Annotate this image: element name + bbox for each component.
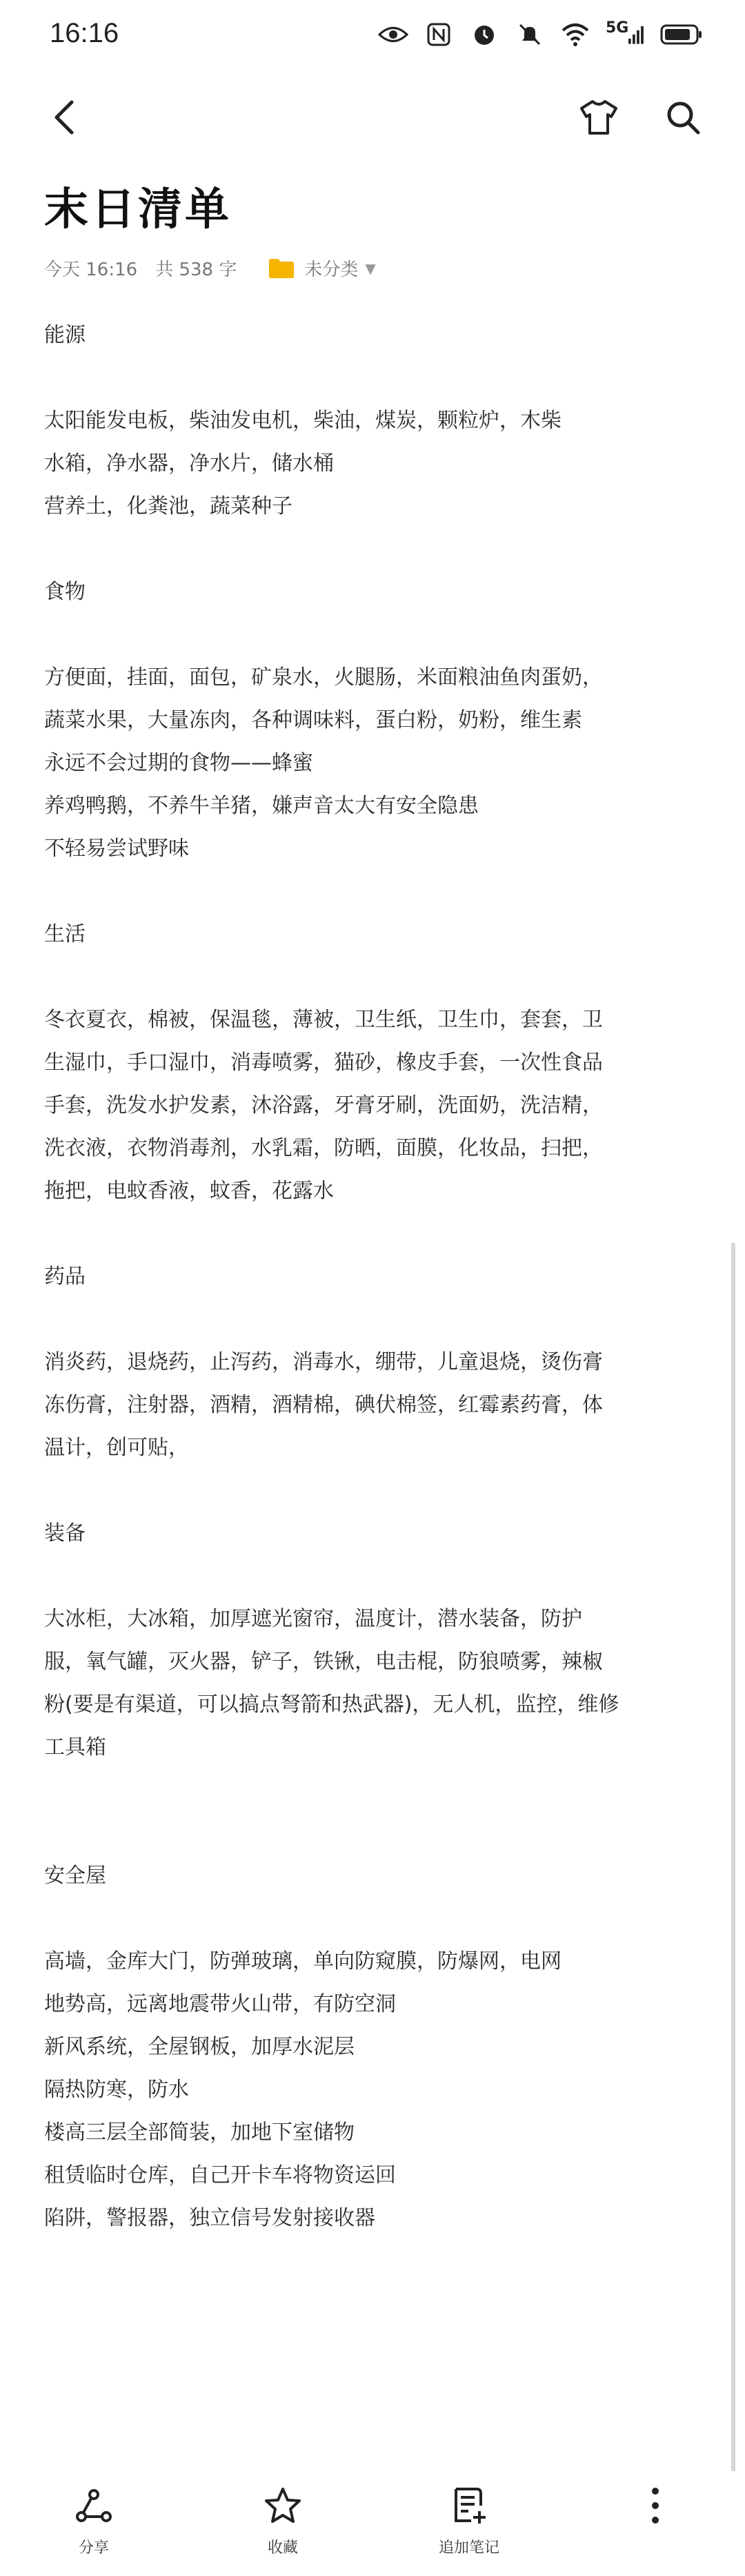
signal-icon	[606, 19, 644, 50]
section-line: 粉(要是有渠道，可以搞点弩箭和热武器)，无人机，监控，维修	[44, 1692, 619, 1717]
note-body[interactable]	[44, 314, 713, 2283]
theme-button[interactable]	[577, 95, 621, 139]
status-time: 16:16	[50, 18, 119, 48]
section-line: 营养土，化粪池，蔬菜种子	[44, 494, 292, 518]
section-line: 新风系统，全屋钢板，加厚水泥层	[44, 2035, 355, 2059]
folder-label: 未分类	[304, 260, 359, 280]
section-line: 冬衣夏衣，棉被，保温毯，薄被，卫生纸，卫生巾，套套，卫	[44, 1008, 603, 1032]
mute-icon	[515, 19, 545, 50]
section-line: 工具箱	[44, 1735, 106, 1759]
favorite-label: 收藏	[267, 2539, 298, 2557]
scrollbar[interactable]	[731, 1242, 735, 2485]
section-heading: 安全屋	[44, 1864, 106, 1888]
share-button[interactable]	[39, 2485, 149, 2557]
wifi-icon	[560, 19, 590, 50]
blank-line	[44, 870, 713, 913]
section-heading: 药品	[44, 1265, 86, 1289]
share-icon	[73, 2485, 115, 2526]
note-section	[44, 1256, 713, 1512]
section-line: 手套，洗发水护发素，沐浴露，牙膏牙刷，洗面奶，洗洁精，	[44, 1093, 603, 1118]
section-line: 养鸡鸭鹅，不养牛羊猪，嫌声音太大有安全隐患	[44, 794, 479, 818]
section-line: 不轻易尝试野味	[44, 837, 189, 861]
add-note-button[interactable]	[414, 2485, 524, 2557]
blank-line	[44, 1470, 713, 1512]
search-icon	[664, 99, 702, 136]
section-heading: 生活	[44, 922, 86, 946]
shirt-icon	[579, 99, 619, 136]
nfc-icon	[424, 19, 454, 50]
eye-icon	[378, 19, 408, 50]
search-button[interactable]	[661, 95, 705, 139]
more-vertical-icon	[635, 2485, 676, 2526]
blank-line	[44, 1213, 713, 1256]
section-line: 水箱，净水器，净水片，储水桶	[44, 451, 334, 476]
section-line: 永远不会过期的食物——蜂蜜	[44, 751, 313, 775]
blank-line	[44, 1298, 713, 1341]
section-line: 隔热防寒，防水	[44, 2078, 189, 2102]
note-section	[44, 571, 713, 913]
section-line: 生湿巾，手口湿巾，消毒喷雾，猫砂，橡皮手套，一次性食品	[44, 1051, 603, 1075]
blank-line	[44, 1897, 713, 1940]
note-section	[44, 1855, 713, 2283]
section-line: 蔬菜水果，大量冻肉，各种调味料，蛋白粉，奶粉，维生素	[44, 708, 582, 732]
note-word-count: 共 538 字	[155, 260, 237, 280]
alarm-icon	[469, 19, 499, 50]
section-line: 太阳能发电板，柴油发电机，柴油，煤炭，颗粒炉，木柴	[44, 409, 562, 433]
blank-line	[44, 1812, 713, 1855]
blank-line	[44, 528, 713, 571]
section-line: 拖把，电蚊香液，蚊香，花露水	[44, 1179, 334, 1203]
section-line: 地势高，远离地震带火山带，有防空洞	[44, 1992, 396, 2016]
bottom-toolbar	[0, 2471, 745, 2576]
favorite-button[interactable]	[228, 2485, 338, 2557]
blank-line	[44, 1555, 713, 1598]
back-chevron-icon	[51, 99, 79, 135]
section-line: 高墙，金库大门，防弹玻璃，单向防窥膜，防爆网，电网	[44, 1949, 562, 1973]
note-section	[44, 913, 713, 1256]
note-meta	[44, 255, 376, 281]
battery-icon	[659, 19, 704, 50]
note-title[interactable]: 末日清单	[44, 184, 232, 235]
blank-line	[44, 614, 713, 656]
status-bar	[0, 0, 745, 76]
star-icon	[262, 2485, 304, 2526]
note-section	[44, 314, 713, 571]
blank-line	[44, 956, 713, 999]
back-button[interactable]	[43, 95, 87, 139]
section-heading: 能源	[44, 323, 86, 347]
network-type: 5G	[606, 19, 629, 37]
section-line: 消炎药，退烧药，止泻药，消毒水，绷带，儿童退烧，烫伤膏	[44, 1350, 603, 1374]
section-line: 温计，创可贴，	[44, 1436, 189, 1460]
folder-selector[interactable]	[268, 255, 375, 281]
blank-line	[44, 357, 713, 400]
section-line: 租赁临时仓库，自己开卡车将物资运回	[44, 2163, 396, 2187]
section-heading: 装备	[44, 1521, 86, 1545]
share-label: 分享	[78, 2539, 109, 2557]
note-header	[0, 83, 745, 152]
section-line: 服，氧气罐，灭火器，铲子，铁锹，电击棍，防狼喷雾，辣椒	[44, 1650, 603, 1674]
section-line: 方便面，挂面，面包，矿泉水，火腿肠，米面粮油鱼肉蛋奶，	[44, 665, 603, 690]
note-date: 今天 16:16	[44, 260, 138, 280]
blank-line	[44, 2240, 713, 2283]
section-line: 陷阱，警报器，独立信号发射接收器	[44, 2206, 375, 2230]
add-note-icon	[448, 2485, 490, 2526]
note-section	[44, 1512, 713, 1855]
section-line: 洗衣液，衣物消毒剂，水乳霜，防晒，面膜，化妆品，扫把，	[44, 1136, 603, 1160]
section-heading: 食物	[44, 580, 86, 604]
section-line: 大冰柜，大冰箱，加厚遮光窗帘，温度计，潜水装备，防护	[44, 1607, 582, 1631]
folder-icon	[268, 258, 295, 279]
more-button[interactable]	[600, 2485, 711, 2526]
blank-line	[44, 1769, 713, 1812]
status-icons	[378, 19, 704, 50]
add-note-label: 追加笔记	[438, 2539, 499, 2557]
section-line: 冻伤膏，注射器，酒精，酒精棉，碘伏棉签，红霉素药膏，体	[44, 1393, 603, 1417]
chevron-down-icon: ▼	[365, 260, 376, 277]
section-line: 楼高三层全部简装，加地下室储物	[44, 2120, 355, 2145]
